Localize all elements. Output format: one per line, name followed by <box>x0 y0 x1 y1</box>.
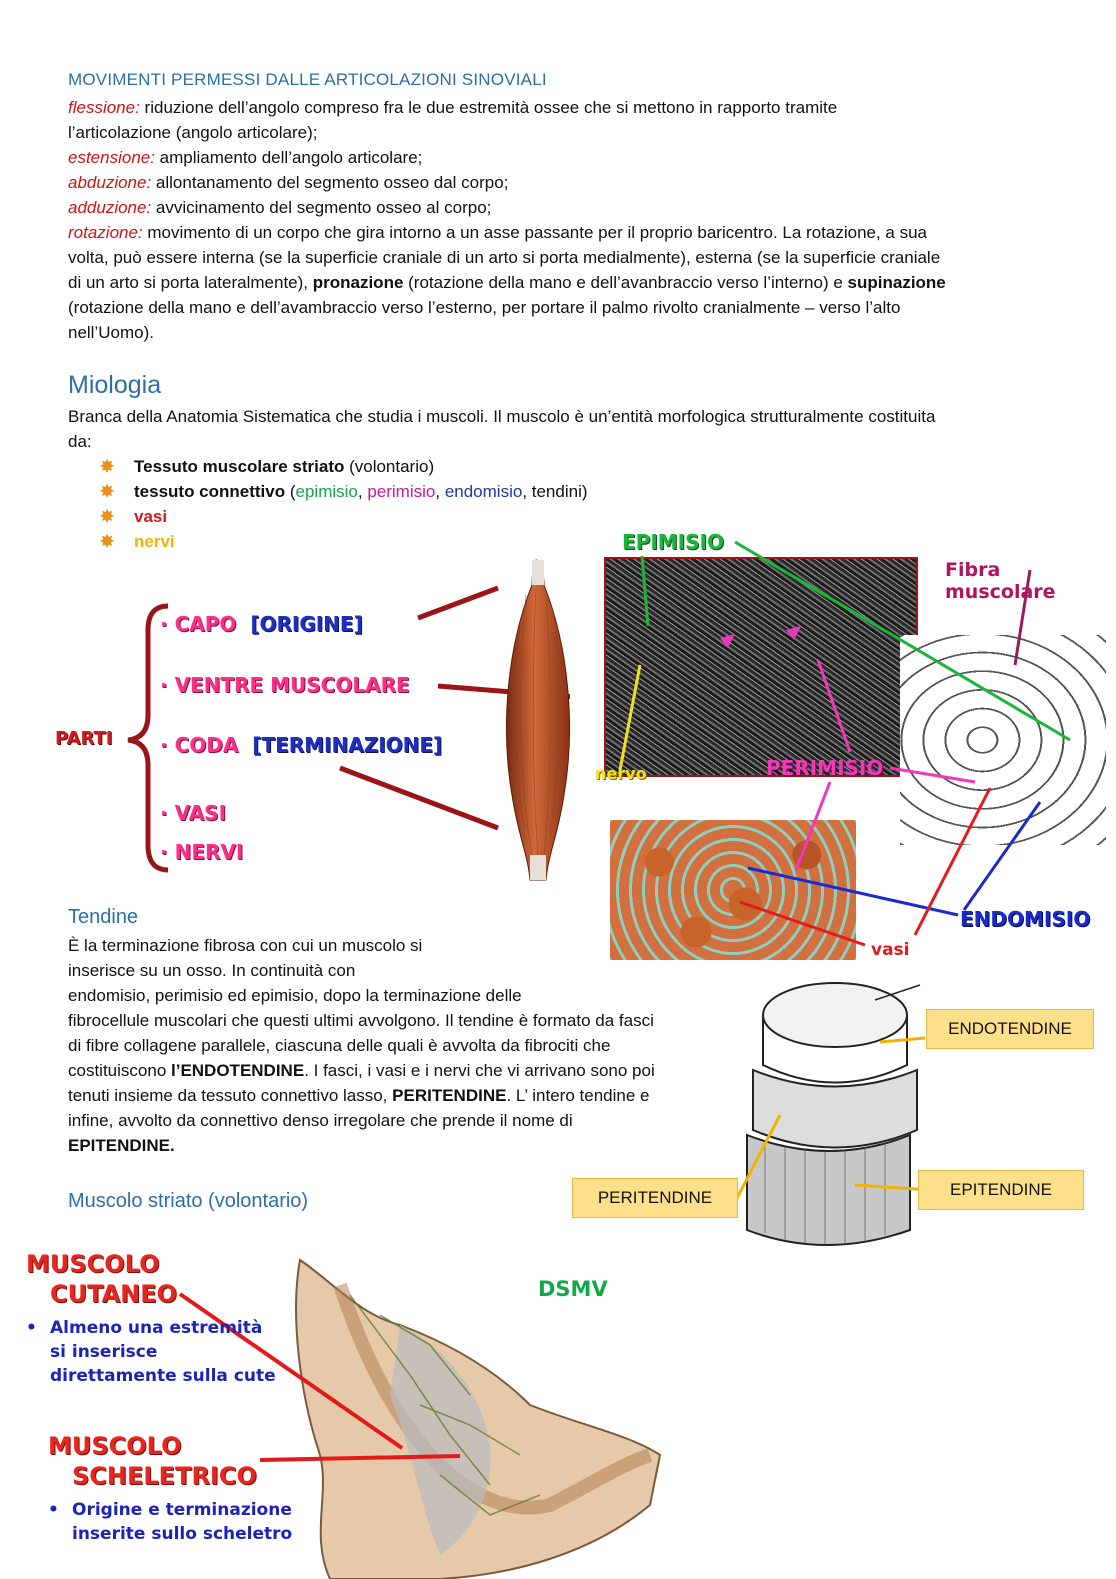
parti-dot: · <box>160 840 168 864</box>
term-flessione: flessione: <box>68 98 140 117</box>
tendine-paragraph <box>68 933 738 1158</box>
term-epitendine: EPITENDINE. <box>68 1136 175 1155</box>
parti-item-label: VASI <box>174 801 227 825</box>
term-abduzione: abduzione: <box>68 173 152 192</box>
bullet-nervi <box>100 529 175 554</box>
bullet-tessuto-connettivo <box>100 479 588 504</box>
title-muscolo-scheletrico-1: MUSCOLO <box>48 1432 182 1460</box>
parti-item-coda <box>160 733 442 757</box>
parti-item-extra: [TERMINAZIONE] <box>252 733 443 757</box>
desc-line: Origine e terminazione <box>72 1500 292 1520</box>
section-heading-tendine: Tendine <box>68 906 139 928</box>
estensione-text: ampliamento dell’angolo articolare; <box>154 148 423 167</box>
section-heading-movimenti: MOVIMENTI PERMESSI DALLE ARTICOLAZIONI SINOVIALI <box>68 70 547 89</box>
parti-label: PARTI <box>55 728 113 749</box>
term-endotendine: l’ENDOTENDINE <box>171 1061 305 1080</box>
abduzione-text: allontanamento del segmento osseo dal corpo; <box>151 173 509 192</box>
bullet-tessuto-muscolare <box>100 454 434 479</box>
arrow-perimisio-down <box>796 782 830 870</box>
label-epitendine: EPITENDINE <box>918 1170 1084 1210</box>
desc-line: si inserisce <box>50 1342 158 1362</box>
tendine-line: infine, avvolto da connettivo denso irregolare che prende il nome di <box>68 1111 573 1130</box>
bullet-vasi <box>100 504 167 529</box>
desc-line: Almeno una estremità <box>50 1318 263 1338</box>
desc-muscolo-scheletrico <box>72 1498 292 1546</box>
bullet-star-icon: ✸ <box>100 482 115 501</box>
tendine-line: fibrocellule muscolari che questi ultimi avvolgono. Il tendine è formato da fasci <box>68 1011 654 1030</box>
arrow-endotendine <box>880 1038 925 1042</box>
rotazione-text-5: nell’Uomo). <box>68 323 154 342</box>
flessione-text: riduzione dell’angolo compreso fra le due estremità ossee che si mettono in rapporto tramite <box>139 98 838 117</box>
parti-item-label: VENTRE MUSCOLARE <box>174 673 410 697</box>
term-adduzione: adduzione: <box>68 198 152 217</box>
term-estensione: estensione: <box>68 148 155 167</box>
bullet-2-sep: , <box>435 482 445 501</box>
parti-dot: · <box>160 673 168 697</box>
term-endomisio: endomisio <box>444 482 523 501</box>
tendine-line: endomisio, perimisio ed epimisio, dopo la terminazione delle <box>68 986 522 1005</box>
term-pronazione: pronazione <box>312 273 404 292</box>
parti-item-vasi <box>160 801 226 825</box>
tendine-line: . I fasci, i vasi e i nervi che vi arrivano sono poi <box>304 1061 655 1080</box>
muscle-tendon-top <box>532 560 544 585</box>
bullet-1-rest: (volontario) <box>344 457 435 476</box>
arrow-epimisio-down <box>642 556 648 626</box>
arrow-endomisio-left <box>748 868 958 915</box>
label-perimisio: PERIMISIO <box>766 756 884 780</box>
term-vasi: vasi <box>134 507 168 526</box>
parti-item-nervi <box>160 840 243 864</box>
title-muscolo-cutaneo-2: CUTANEO <box>50 1280 178 1308</box>
miologia-intro <box>68 404 1058 454</box>
parti-item-ventre <box>160 673 410 697</box>
bullet-2-sep: , <box>357 482 368 501</box>
source-label-dsmv: DSMV <box>538 1277 608 1301</box>
miologia-intro-1: Branca della Anatomia Sistematica che studia i muscoli. Il muscolo è un’entità morfologica strutturalmente costituita <box>68 407 936 426</box>
bullet-1-bold: Tessuto muscolare striato <box>134 457 345 476</box>
rotazione-text-4: (rotazione della mano e dell’avambraccio verso l’esterno, per portare il palmo rivolto cranialmente – verso l’alto <box>68 298 901 317</box>
parti-dot: · <box>160 801 168 825</box>
desc-line: direttamente sulla cute <box>50 1366 276 1386</box>
bullet-2-open: ( <box>285 482 296 501</box>
label-endomisio: ENDOMISIO <box>960 907 1091 931</box>
tendine-line: tenuti insieme da tessuto connettivo lasso, <box>68 1086 393 1105</box>
label-vasi: vasi <box>871 940 910 960</box>
parti-item-label: CODA <box>174 733 239 757</box>
tendine-line: . L’ intero tendine e <box>506 1086 650 1105</box>
term-nervi: nervi <box>134 532 175 551</box>
miologia-intro-2: da: <box>68 432 92 451</box>
perimisio-marker <box>786 626 801 640</box>
movimenti-definitions <box>68 95 1058 345</box>
bullet-star-icon: ✸ <box>100 457 115 476</box>
parti-item-label: CAPO <box>174 612 237 636</box>
parti-item-capo <box>160 612 363 636</box>
label-peritendine: PERITENDINE <box>572 1178 738 1218</box>
bullet-scheletrico-icon: • <box>48 1500 59 1520</box>
rotazione-text-1: movimento di un corpo che gira intorno a un asse passante per il proprio baricentro. La rotazione, a sua <box>142 223 928 242</box>
tendine-line: costituiscono <box>68 1061 171 1080</box>
parti-dot: · <box>160 733 168 757</box>
term-epimisio: epimisio <box>295 482 358 501</box>
term-peritendine: PERITENDINE <box>392 1086 507 1105</box>
bullet-cutaneo-icon: • <box>26 1318 37 1338</box>
tendine-line: È la terminazione fibrosa con cui un muscolo si <box>68 936 423 955</box>
parti-item-extra: [ORIGINE] <box>250 612 363 636</box>
tendine-line: inserisce su un osso. In continuità con <box>68 961 356 980</box>
bullet-2-bold: tessuto connettivo <box>134 482 286 501</box>
muscle-belly-shape <box>506 560 569 880</box>
bullet-star-icon: ✸ <box>100 507 115 526</box>
label-epimisio: EPIMISIO <box>622 530 724 554</box>
muscle-illustration <box>488 555 588 885</box>
flessione-text-2: l’articolazione (angolo articolare); <box>68 123 318 142</box>
connector-line-coda <box>340 768 498 828</box>
tendon-arrows <box>730 1020 940 1210</box>
muscle-tendon-bottom <box>530 855 546 880</box>
term-perimisio: perimisio <box>367 482 436 501</box>
label-nervo: nervo <box>595 764 647 783</box>
title-muscolo-scheletrico-2: SCHELETRICO <box>72 1462 257 1490</box>
rotazione-text-2: volta, può essere interna (se la superficie craniale di un arto si porta medialmente), esterna (se la superficie craniale <box>68 248 941 267</box>
term-supinazione: supinazione <box>847 273 946 292</box>
tendine-line: di fibre collagene parallele, ciascuna delle quali è avvolta da fibrociti che <box>68 1036 611 1055</box>
parti-item-label: NERVI <box>174 840 244 864</box>
arrow-vasi-left <box>740 902 865 945</box>
rotazione-text-3b: (rotazione della mano e dell’avanbraccio verso l’interno) e <box>403 273 848 292</box>
bullet-2-close: , tendini) <box>522 482 588 501</box>
desc-line: inserite sullo scheletro <box>72 1524 293 1544</box>
arrow-perimisio-up <box>818 660 850 752</box>
title-muscolo-cutaneo-1: MUSCOLO <box>26 1250 160 1278</box>
perimisio-marker <box>720 634 735 648</box>
rotazione-text-3a: di un arto si porta lateralmente), <box>68 273 313 292</box>
arrow-nervo <box>620 665 640 770</box>
adduzione-text: avvicinamento del segmento osseo al corpo; <box>151 198 492 217</box>
bullet-star-icon: ✸ <box>100 532 115 551</box>
connector-line-capo <box>418 588 498 618</box>
arrow-perimisio-right <box>890 768 975 782</box>
desc-muscolo-cutaneo <box>50 1316 276 1388</box>
term-rotazione: rotazione: <box>68 223 143 242</box>
section-heading-striato: Muscolo striato (volontario) <box>68 1190 309 1212</box>
arrow-peritendine <box>735 1115 780 1202</box>
arrow-muscolo-scheletrico <box>260 1456 460 1460</box>
label-fibra-muscolare: Fibra muscolare <box>945 559 1056 603</box>
parti-dot: · <box>160 612 168 636</box>
label-endotendine: ENDOTENDINE <box>926 1009 1094 1049</box>
section-heading-miologia: Miologia <box>68 371 162 399</box>
